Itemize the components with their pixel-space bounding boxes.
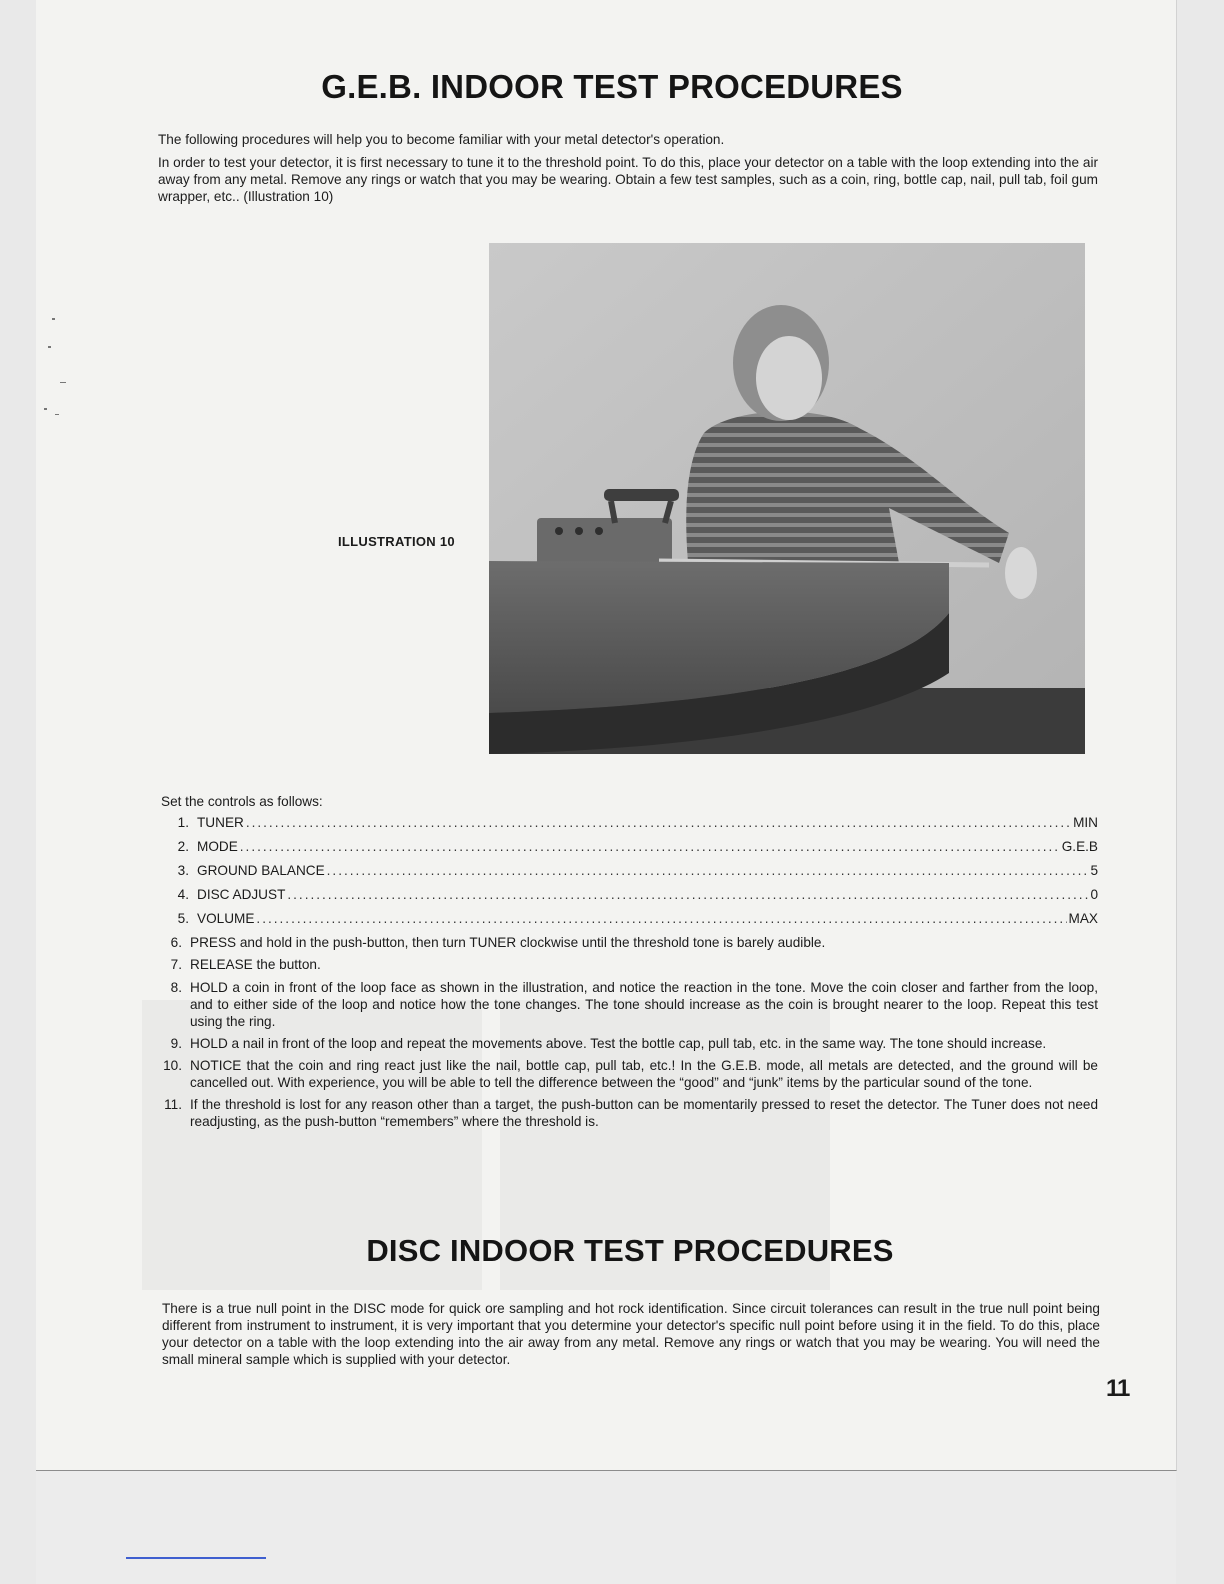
- item-number: 3.: [177, 863, 189, 878]
- dot-leader: [287, 887, 1088, 902]
- control-name: MODE: [197, 839, 238, 854]
- procedure-step: [158, 979, 1098, 1030]
- control-name: TUNER: [197, 815, 244, 830]
- section-intro-paragraph: There is a true null point in the DISC mode for quick ore sampling and hot rock identification. Since circuit tolerances can result in the true null point being different from instrument to instrument, it is very important that you determine your detector's specific null point before using it in the field. To do this, place your detector on a table with the loop extending into the air away from any metal. Remove any rings or watch that you may be wearing. You will need the small mineral sample which is supplied with your detector.: [162, 1301, 1100, 1367]
- control-setting-row: [162, 839, 1098, 863]
- step-number: 9.: [170, 1036, 182, 1051]
- intro-paragraph: The following procedures will help you to become familiar with your metal detector's operation.: [158, 132, 725, 147]
- controls-intro: Set the controls as follows:: [161, 794, 323, 809]
- page-title: G.E.B. INDOOR TEST PROCEDURES: [321, 68, 903, 105]
- step-text: HOLD a coin in front of the loop face as shown in the illustration, and notice the reaction in the tone. Move the coin closer and farther from the loop, and to either side of the loop and notice how the tone changes. The tone should increase as the coin is brought nearer to the loop. Repeat this test using the ring.: [190, 980, 1098, 1029]
- procedure-steps: [158, 934, 1098, 1135]
- control-value: MAX: [1068, 911, 1098, 926]
- scan-speck: [60, 382, 66, 383]
- illustration-photo: [489, 243, 1085, 754]
- procedure-step: [158, 934, 1098, 951]
- step-text: HOLD a nail in front of the loop and repeat the movements above. Test the bottle cap, pull tab, etc. in the same way. The tone should increase.: [190, 1036, 1047, 1051]
- dot-leader: [256, 911, 1066, 926]
- step-text: NOTICE that the coin and ring react just like the nail, bottle cap, pull tab, etc.! In the G.E.B. mode, all metals are detected, and the ground will be cancelled out. With experience, you will be able to tell the difference between the “good” and “junk” items by the particular sound of the tone.: [190, 1058, 1098, 1090]
- scan-speck: [44, 408, 47, 410]
- control-value: 5: [1090, 863, 1098, 878]
- procedure-step: [158, 1035, 1098, 1052]
- scan-speck: [55, 414, 59, 415]
- control-setting-row: [162, 863, 1098, 887]
- item-number: 2.: [177, 839, 189, 854]
- control-value: G.E.B: [1061, 839, 1098, 854]
- item-number: 5.: [177, 911, 189, 926]
- scan-speck: [48, 346, 51, 348]
- control-setting-row: [162, 815, 1098, 839]
- dot-leader: [246, 815, 1071, 830]
- dot-leader: [240, 839, 1060, 854]
- intro-paragraph: In order to test your detector, it is first necessary to tune it to the threshold point. To do this, place your detector on a table with the loop extending into the air away from any metal. Remove any rings or watch that you may be wearing. Obtain a few test samples, such as a coin, ring, bottle cap, nail, pull tab, foil gum wrapper, etc.. (Illustration 10): [158, 155, 1098, 204]
- item-number: 4.: [177, 887, 189, 902]
- control-name: GROUND BALANCE: [197, 863, 325, 878]
- step-text: If the threshold is lost for any reason other than a target, the push-button can be momentarily pressed to reset the detector. The Tuner does not need readjusting, as the push-button “remembers” where the threshold is.: [190, 1097, 1098, 1129]
- control-setting-row: [162, 911, 1098, 935]
- item-number: 1.: [177, 815, 189, 830]
- step-number: 6.: [170, 935, 182, 950]
- dot-leader: [327, 863, 1089, 878]
- scan-speck: [52, 318, 55, 320]
- control-name: DISC ADJUST: [197, 887, 286, 902]
- control-value: 0: [1090, 887, 1098, 902]
- procedure-step: [158, 956, 1098, 973]
- step-text: RELEASE the button.: [190, 957, 321, 972]
- scan-margin: [36, 1471, 1176, 1584]
- step-number: 7.: [170, 957, 182, 972]
- procedure-step: [158, 1096, 1098, 1130]
- step-number: 10.: [163, 1058, 182, 1073]
- page-number: 11: [1106, 1375, 1130, 1402]
- control-name: VOLUME: [197, 911, 255, 926]
- section-title: DISC INDOOR TEST PROCEDURES: [366, 1233, 894, 1268]
- step-number: 8.: [170, 980, 182, 995]
- scan-edge-line: [126, 1557, 266, 1559]
- illustration-caption: ILLUSTRATION 10: [338, 534, 455, 549]
- control-value: MIN: [1073, 815, 1098, 830]
- control-settings-list: [162, 815, 1098, 935]
- step-text: PRESS and hold in the push-button, then turn TUNER clockwise until the threshold tone is barely audible.: [190, 935, 826, 950]
- procedure-step: [158, 1057, 1098, 1091]
- step-number: 11.: [164, 1097, 182, 1112]
- control-setting-row: [162, 887, 1098, 911]
